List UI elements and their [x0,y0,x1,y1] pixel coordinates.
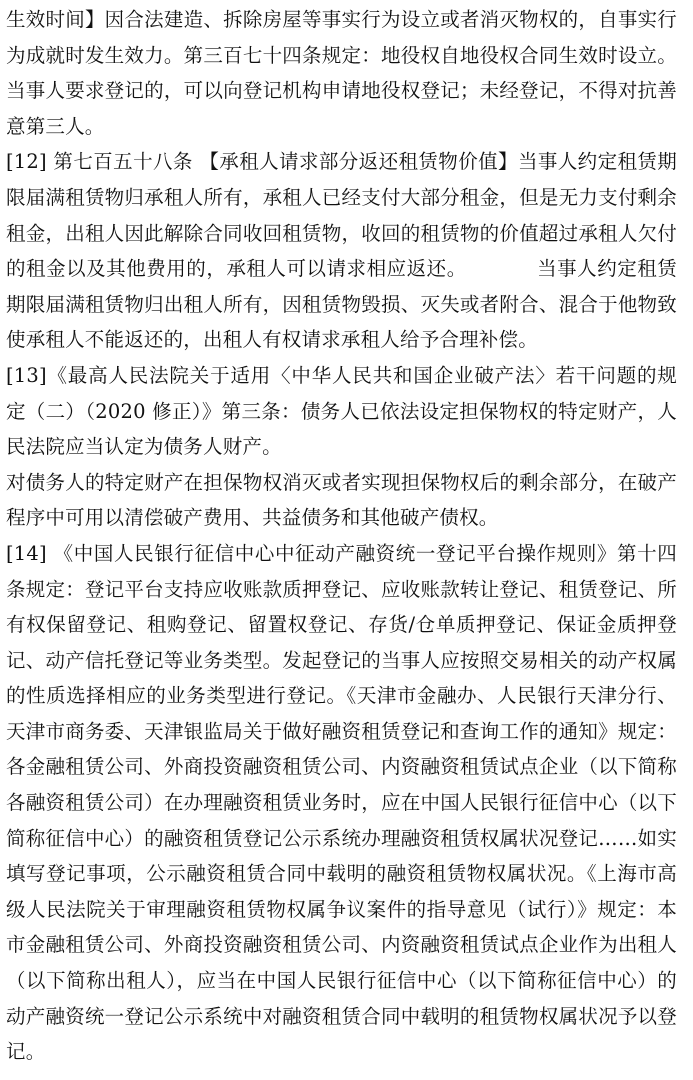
paragraph-note-14: [14] 《中国人民银行征信中心中征动产融资统一登记平台操作规则》第十四条规定：登记平台支持应收账款质押登记、应收账款转让登记、租赁登记、所有权保留登记、租购登记、留置权登记、存货/仓单质押登记、保证金质押登记、动产信托登记等业务类型。发起登记的当事人应按照交易相关的动产权属的性质选择相应的业务类型进行登记。《天津市金融办、人民银行天津分行、天津市商务委、天津银监局关于做好融资租赁登记和查询工作的通知》规定：各金融租赁公司、外商投资融资租赁公司、内资融资租赁试点企业（以下简称各融资租赁公司）在办理融资租赁业务时，应在中国人民银行征信中心（以下简称征信中心）的融资租赁登记公示系统办理融资租赁权属状况登记……如实填写登记事项，公示融资租赁合同中载明的融资租赁物权属状况。《上海市高级人民法院关于审理融资租赁物权属争议案件的指导意见（试行）》规定：本市金融租赁公司、外商投资融资租赁公司、内资融资租赁试点企业作为出租人（以下简称出租人），应当在中国人民银行征信中心（以下简称征信中心）的动产融资统一登记公示系统中对融资租赁合同中载明的租赁物权属状况予以登记。 [6,541,677,1064]
paragraph-note-13: [13]《最高人民法院关于适用〈中华人民共和国企业破产法〉若干问题的规定（二）（2020 修正）》第三条：债务人已依法设定担保物权的特定财产，人民法院应当认定为债务人财产。 [6,363,677,459]
paragraph-property-effect: 生效时间】因合法建造、拆除房屋等事实行为设立或者消灭物权的，自事实行为成就时发生效力。第三百七十四条规定：地役权自地役权合同生效时设立。当事人要求登记的，可以向登记机构申请地役权登记；未经登记，不得对抗善意第三人。 [6,8,677,138]
paragraph-note-13-continued: 对债务人的特定财产在担保物权消灭或者实现担保物权后的剩余部分，在破产程序中可用以清偿破产费用、共益债务和其他破产债权。 [6,470,677,530]
paragraph-note-12: [12] 第七百五十八条 【承租人请求部分返还租赁物价值】当事人约定租赁期限届满租赁物归承租人所有，承租人已经支付大部分租金，但是无力支付剩余租金，出租人因此解除合同收回租赁物，收回的租赁物的价值超过承租人欠付的租金以及其他费用的，承租人可以请求相应返还。 当事人约定租赁期限届满租赁物归出租人所有，因租赁物毁损、灭失或者附合、混合于他物致使承租人不能返还的，出租人有权请求承租人给予合理补偿。 [6,150,677,352]
